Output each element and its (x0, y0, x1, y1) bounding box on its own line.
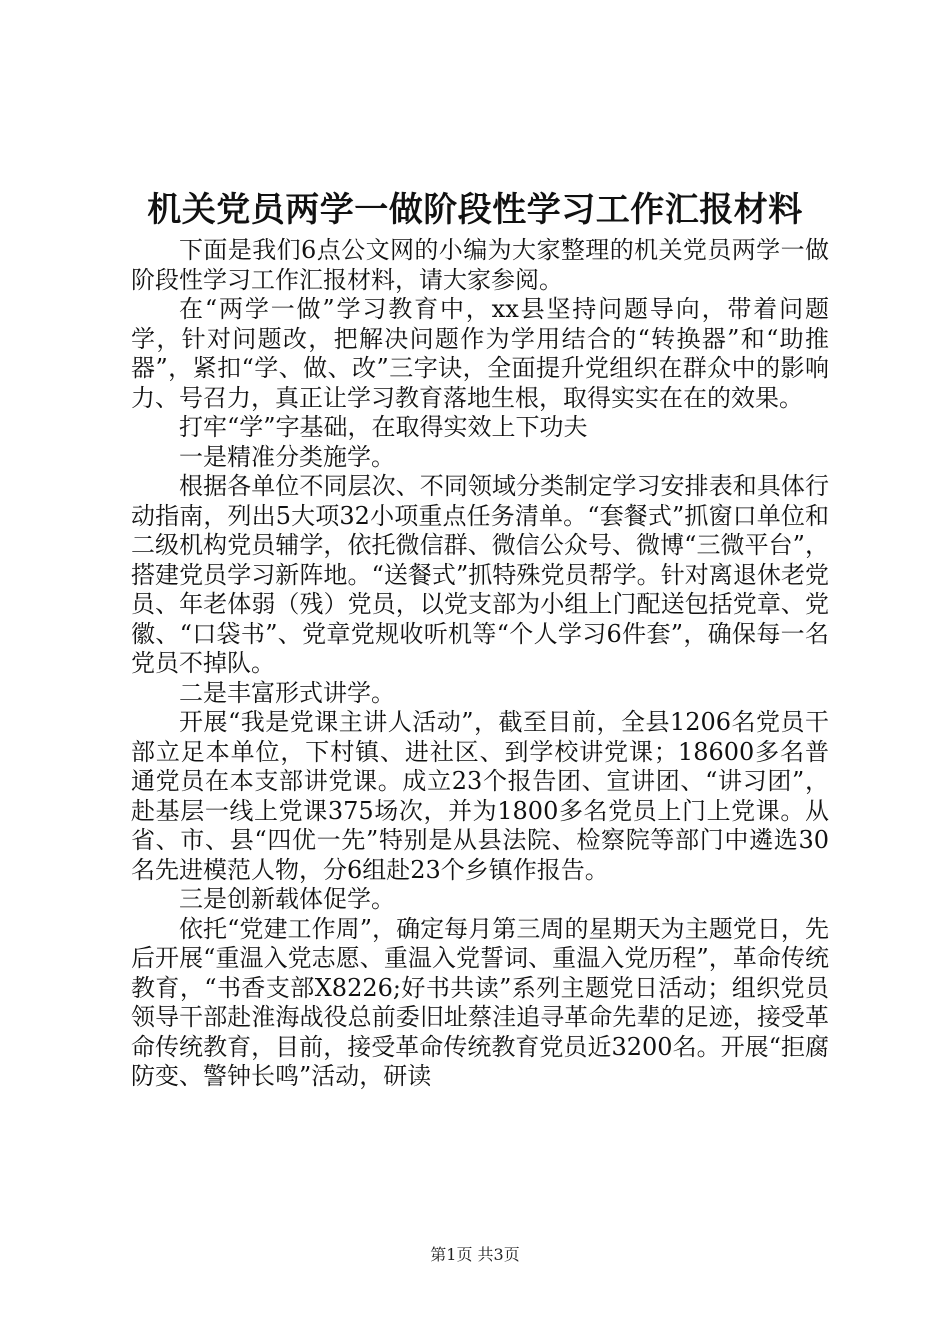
page-title: 机关党员两学一做阶段性学习工作汇报材料 (147, 190, 803, 230)
subheading-1: 一是精准分类施学。 (179, 442, 395, 471)
subheading-2: 二是丰富形式讲学。 (179, 678, 395, 707)
paragraph-1: 根据各单位不同层次、不同领域分类制定学习安排表和具体行动指南，列出5大项32小项重点任务清单。“套餐式”抓窗口单位和二级机构党员辅学，依托微信群、微信公众号、微博“三微平台”，搭建党员学习新阵地。“送餐式”抓特殊党员帮学。针对离退休老党员、年老体弱（残）党员，以党支部为小组上门配送包括党章、党徽、“口袋书”、党章党规收听机等“个人学习6件套”，确保每一名党员不掉队。 (131, 472, 829, 677)
paragraph-2: 开展“我是党课主讲人活动”，截至目前，全县1206名党员干部立足本单位，下村镇、进社区、到学校讲党课；18600多名普通党员在本支部讲党课。成立23个报告团、宣讲团、“讲习团”，赴基层一线上党课375场次，并为1800多名党员上门上党课。从省、市、县“四优一先”特别是从县法院、检察院等部门中遴选30名先进模范人物，分6组赴23个乡镇作报告。 (131, 708, 829, 884)
section-heading: 打牢“学”字基础，在取得实效上下功夫 (179, 413, 588, 441)
document-body (131, 236, 829, 1092)
page-footer (0, 1244, 950, 1266)
paragraph-intro: 下面是我们6点公文网的小编为大家整理的机关党员两学一做阶段性学习工作汇报材料，请大家参阅。 (131, 236, 829, 294)
page-indicator: 第1页 共3页 (430, 1245, 520, 1264)
subheading-3: 三是创新载体促学。 (179, 885, 395, 913)
paragraph-overview: 在“两学一做”学习教育中，xx县坚持问题导向，带着问题学，针对问题改，把解决问题作为学用结合的“转换器”和“助推器”，紧扣“学、做、改”三字诀，全面提升党组织在群众中的影响力、号召力，真正让学习教育落地生根，取得实实在在的效果。 (131, 295, 829, 412)
paragraph-3: 依托“党建工作周”，确定每月第三周的星期天为主题党日，先后开展“重温入党志愿、重温入党誓词、重温入党历程”，革命传统教育，“书香支部X8226;好书共读”系列主题党日活动；组织党员领导干部赴淮海战役总前委旧址蔡洼追寻革命先辈的足迹，接受革命传统教育，目前，接受革命传统教育党员近3200名。开展“拒腐防变、警钟长鸣”活动，研读 (131, 914, 829, 1090)
